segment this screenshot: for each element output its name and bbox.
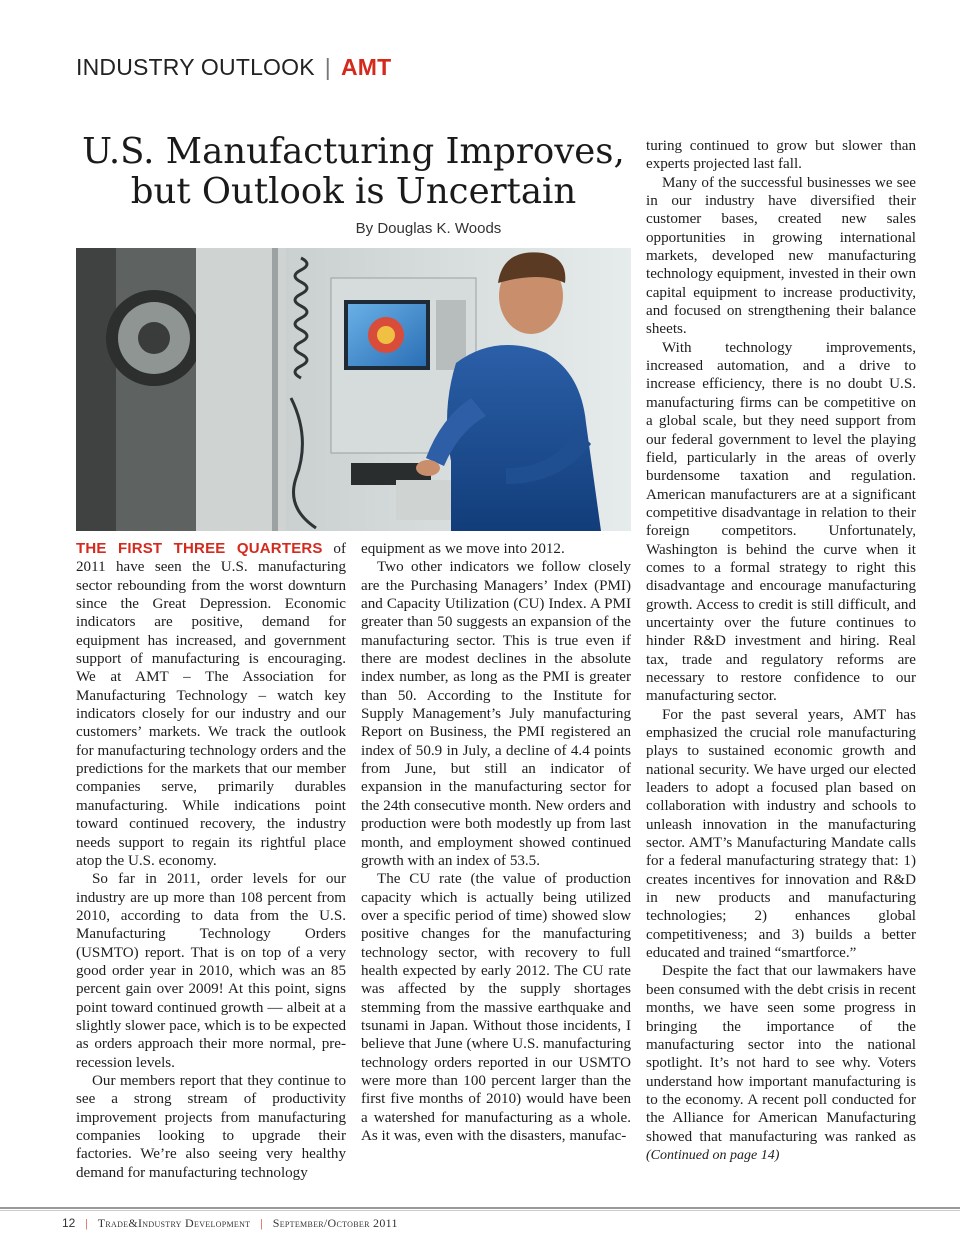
article-photo bbox=[76, 248, 631, 531]
column-3 bbox=[646, 137, 916, 1165]
section-label: INDUSTRY OUTLOOK bbox=[76, 54, 315, 80]
paragraph: So far in 2011, order levels for our industry are up more than 108 percent from 2010, according to data from the U.S. Manufacturing Technology Orders (USMTO) report. That is on top of a very good order year in 2010, which was an 85 percent gain over 2009! At this point, signs point toward continued growth — albeit at a slightly slower pace, which is to be expected as orders approach their more normal, pre-recession levels. bbox=[76, 871, 346, 1071]
brand-label: AMT bbox=[340, 54, 392, 80]
paragraph: Our members report that they continue to see a strong stream of productivity improvement projects from manufacturing companies looking to upgrade their factories. We’re also seeing very healthy demand for manufacturing technology bbox=[76, 1072, 346, 1181]
paragraph-text: of 2011 have seen the U.S. manufacturing sector rebounding from the worst downturn since the Great Depression. Economic indicators are positive, demand for equipment has increased, and government support of manufacturing is encouraging. We at AMT – The Association for Manufacturing Technology – watch key indicators closely for our industry and our customers’ markets. We track the outlook for manufacturing technology orders and the predictions for the markets that our member companies serve, primarily durables manufacturing. While indications point toward continued recovery, the industry needs support to regain its rightful place atop the U.S. economy. bbox=[76, 541, 346, 869]
paragraph: Two other indicators we follow closely are the Purchasing Managers’ Index (PMI) and Capacity Utilization (CU) Index. A PMI greater than 50 suggests an expansion of the manufacturing sector. This is true even if there are modest declines in the absolute index number, as long as the PMI is greater than 50. According to the Institute for Supply Management’s July manufacturing Report on Business, the PMI registered an index of 50.9 in July, a decline of 4.4 points from June, but still an indicator of expansion in the manufacturing sector for the 24th consecutive month. New orders and production were both modestly up from last month, and employment showed continued growth with an index of 53.5. bbox=[361, 559, 631, 869]
cnc-operator-illustration bbox=[76, 248, 631, 531]
header-separator: | bbox=[324, 54, 331, 80]
lead-in: THE FIRST THREE QUARTERS bbox=[76, 540, 323, 557]
paragraph: turing continued to grow but slower than experts projected last fall. bbox=[646, 138, 916, 173]
footer-separator: | bbox=[85, 1216, 88, 1230]
paragraph-text: Despite the fact that our lawmakers have been consumed with the debt crisis in recent months, we have seen some progress in bringing the importance of the manufacturing sector into the national spotlight. It’s not hard to see why. Voters understand how important manufacturing is to the economy. A recent poll conducted for the Alliance for American Manufacturing showed that manufacturing was ranked as bbox=[646, 963, 916, 1145]
article-title bbox=[76, 132, 631, 212]
title-line-2: but Outlook is Uncertain bbox=[130, 171, 577, 212]
column-2 bbox=[361, 540, 631, 1145]
section-header bbox=[76, 54, 391, 81]
page-number: 12 bbox=[62, 1216, 76, 1230]
paragraph: With technology improvements, increased automation, and a drive to increase efficiency, there is no doubt U.S. manufacturing firms can be competitive on a global scale, but they need support from our federal government to level the playing field, particularly in the areas of overly burdensome taxation and regulation. American manufacturers are at a significant competitive disadvantage in relation to their foreign competitors. Unfortunately, Washington is behind the curve when it comes to a formal strategy to right this disadvantage and encourage manufacturing growth. Access to credit is still difficult, and uncertainty over the future continues to hinder R&D investment and hiring. Real tax, trade and regulatory reforms are necessary to restore confidence to our manufacturing sector. bbox=[646, 339, 916, 705]
continued-link[interactable]: (Continued on page 14) bbox=[646, 1147, 780, 1163]
paragraph bbox=[76, 540, 346, 870]
title-line-1: U.S. Manufacturing Improves, bbox=[82, 131, 625, 172]
byline: By Douglas K. Woods bbox=[355, 220, 502, 237]
paragraph: equipment as we move into 2012. bbox=[361, 541, 565, 557]
paragraph: For the past several years, AMT has emphasized the crucial role manufacturing plays to sustained economic growth and national security. We have urged our elected leaders to adopt a focused plan based on collaboration with industry and schools to unleash innovation in the manufacturing sector. AMT’s Manufacturing Mandate calls for a federal manufacturing strategy that: 1) creates incentives for innovation and R&D in new products and manufacturing technologies; 2) enhances global competitiveness; and 3) builds a better educated and trained “smartforce.” bbox=[646, 706, 916, 962]
footer-separator: | bbox=[260, 1216, 263, 1230]
paragraph: Many of the successful businesses we see in our industry have diversified their customer bases, created new sales opportunities in growing international markets, developed new manufacturing technology equipment, invested in their own capital equipment to increase productivity, and focused on strengthening their balance sheets. bbox=[646, 174, 916, 338]
paragraph: The CU rate (the value of production capacity which is actually being utilized over a specific period of time) showed slow positive changes for the manufacturing technology sector, with recovery to full health expected by early 2012. The CU rate was affected by the supply shortages stemming from the massive earthquake and tsunami in Japan. Without those incidents, I believe that June (where U.S. manufacturing technology orders reported in our USMTO were more than 100 percent larger than the first five months of 2010) would have been a watershed for manufacturing as a whole. As it was, even with the disasters, manufac- bbox=[361, 871, 631, 1144]
publication-name: Trade&Industry Development bbox=[97, 1216, 251, 1230]
page-footer bbox=[62, 1216, 398, 1231]
column-1 bbox=[76, 540, 346, 1182]
paragraph bbox=[646, 962, 916, 1165]
footer-rule-thin bbox=[0, 1210, 960, 1211]
footer-rule bbox=[0, 1207, 960, 1209]
issue-date: September/October 2011 bbox=[272, 1216, 398, 1230]
